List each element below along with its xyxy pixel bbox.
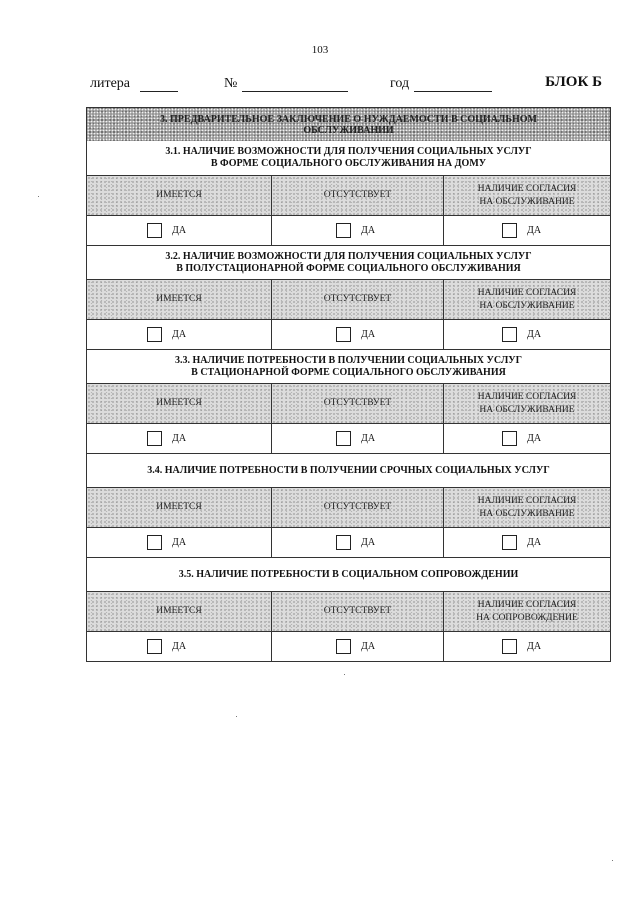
- options-row: [87, 591, 610, 631]
- number-label: №: [224, 76, 238, 91]
- yes-checkbox[interactable]: [502, 535, 517, 550]
- yes-label: ДА: [527, 641, 542, 652]
- option-available: [87, 176, 271, 215]
- answer-cell: [87, 632, 271, 661]
- option-label: НАЛИЧИЕ СОГЛАСИЯ: [477, 599, 577, 610]
- yes-checkbox[interactable]: [336, 223, 351, 238]
- option-label: ОТСУТСТВУЕТ: [323, 190, 392, 200]
- option-label: НАЛИЧИЕ СОГЛАСИЯ: [477, 287, 577, 298]
- yes-label: ДА: [361, 225, 376, 236]
- answer-cell: [443, 320, 610, 349]
- section-title: [87, 141, 610, 175]
- option-label: НАЛИЧИЕ СОГЛАСИЯ: [477, 495, 577, 506]
- section-title: [87, 349, 610, 383]
- option-label: ОТСУТСТВУЕТ: [323, 294, 392, 304]
- yes-checkbox[interactable]: [147, 327, 162, 342]
- answer-cell: [443, 424, 610, 453]
- option-absent: [271, 488, 443, 527]
- option-label: НА ОБСЛУЖИВАНИЕ: [479, 300, 575, 311]
- yes-label: ДА: [361, 537, 376, 548]
- block-label: БЛОК Б: [545, 74, 602, 90]
- options-row: [87, 175, 610, 215]
- option-label: НА ОБСЛУЖИВАНИЕ: [479, 508, 575, 519]
- yes-checkbox[interactable]: [336, 639, 351, 654]
- scan-speck: [612, 860, 613, 861]
- yes-label: ДА: [527, 537, 542, 548]
- section-title: [87, 245, 610, 279]
- section-title-line-1: 3.4. НАЛИЧИЕ ПОТРЕБНОСТИ В ПОЛУЧЕНИИ СРОЧНЫХ СОЦИАЛЬНЫХ УСЛУГ: [147, 464, 550, 476]
- yes-label: ДА: [527, 433, 542, 444]
- yes-checkbox[interactable]: [147, 431, 162, 446]
- yes-label: ДА: [172, 433, 187, 444]
- number-field[interactable]: [242, 91, 348, 92]
- year-label: год: [390, 76, 410, 91]
- option-label: ОТСУТСТВУЕТ: [323, 398, 392, 408]
- banner-line-1: 3. ПРЕДВАРИТЕЛЬНОЕ ЗАКЛЮЧЕНИЕ О НУЖДАЕМОСТИ В СОЦИАЛЬНОМ: [160, 113, 537, 125]
- header-line: [90, 72, 606, 94]
- section-title-line-1: 3.5. НАЛИЧИЕ ПОТРЕБНОСТИ В СОЦИАЛЬНОМ СОПРОВОЖДЕНИИ: [178, 568, 519, 580]
- year-field[interactable]: [414, 91, 492, 92]
- option-label: ИМЕЕТСЯ: [156, 502, 202, 512]
- option-consent: [443, 592, 610, 631]
- section-title-line-1: 3.2. НАЛИЧИЕ ВОЗМОЖНОСТИ ДЛЯ ПОЛУЧЕНИЯ СОЦИАЛЬНЫХ УСЛУГ: [165, 250, 532, 262]
- section-title-line-2: В СТАЦИОНАРНОЙ ФОРМЕ СОЦИАЛЬНОГО ОБСЛУЖИВАНИЯ: [191, 366, 506, 378]
- answer-cell: [443, 216, 610, 245]
- option-label: ОТСУТСТВУЕТ: [323, 502, 392, 512]
- yes-checkbox[interactable]: [147, 223, 162, 238]
- answer-cell: [271, 320, 443, 349]
- answers-row: [87, 319, 610, 349]
- option-label: НА ОБСЛУЖИВАНИЕ: [479, 196, 575, 207]
- option-label: ИМЕЕТСЯ: [156, 190, 202, 200]
- scan-speck: [38, 196, 39, 197]
- yes-checkbox[interactable]: [147, 639, 162, 654]
- option-absent: [271, 384, 443, 423]
- yes-label: ДА: [361, 433, 376, 444]
- sections: [87, 141, 610, 661]
- yes-checkbox[interactable]: [336, 431, 351, 446]
- answer-cell: [87, 320, 271, 349]
- option-available: [87, 488, 271, 527]
- section-title-line-1: 3.3. НАЛИЧИЕ ПОТРЕБНОСТИ В ПОЛУЧЕНИИ СОЦИАЛЬНЫХ УСЛУГ: [175, 354, 522, 366]
- answer-cell: [443, 528, 610, 557]
- yes-label: ДА: [172, 225, 187, 236]
- option-absent: [271, 280, 443, 319]
- yes-checkbox[interactable]: [502, 327, 517, 342]
- yes-label: ДА: [527, 329, 542, 340]
- yes-label: ДА: [527, 225, 542, 236]
- yes-checkbox[interactable]: [502, 223, 517, 238]
- yes-checkbox[interactable]: [336, 327, 351, 342]
- section-title: [87, 453, 610, 487]
- yes-label: ДА: [361, 329, 376, 340]
- yes-checkbox[interactable]: [336, 535, 351, 550]
- option-consent: [443, 176, 610, 215]
- option-consent: [443, 280, 610, 319]
- section-title-line-2: В ФОРМЕ СОЦИАЛЬНОГО ОБСЛУЖИВАНИЯ НА ДОМУ: [210, 158, 487, 169]
- litera-label: литера: [90, 76, 131, 91]
- options-row: [87, 487, 610, 527]
- answer-cell: [271, 632, 443, 661]
- answers-row: [87, 423, 610, 453]
- litera-field[interactable]: [140, 91, 178, 92]
- option-consent: [443, 384, 610, 423]
- section-title-line-1: 3.1. НАЛИЧИЕ ВОЗМОЖНОСТИ ДЛЯ ПОЛУЧЕНИЯ СОЦИАЛЬНЫХ УСЛУГ: [165, 146, 532, 157]
- yes-checkbox[interactable]: [147, 535, 162, 550]
- option-label: ИМЕЕТСЯ: [156, 606, 202, 616]
- answer-cell: [271, 216, 443, 245]
- section-title-line-2: В ПОЛУСТАЦИОНАРНОЙ ФОРМЕ СОЦИАЛЬНОГО ОБСЛУЖИВАНИЯ: [176, 262, 521, 274]
- answers-row: [87, 527, 610, 557]
- yes-label: ДА: [172, 329, 187, 340]
- option-consent: [443, 488, 610, 527]
- page-number: 103: [311, 44, 329, 56]
- answers-row: [87, 215, 610, 245]
- option-label: НА СОПРОВОЖДЕНИЕ: [476, 612, 578, 623]
- answer-cell: [271, 424, 443, 453]
- option-label: НАЛИЧИЕ СОГЛАСИЯ: [477, 183, 577, 194]
- option-label: НА ОБСЛУЖИВАНИЕ: [479, 404, 575, 415]
- answers-row: [87, 631, 610, 661]
- yes-checkbox[interactable]: [502, 639, 517, 654]
- yes-label: ДА: [172, 641, 187, 652]
- answer-cell: [443, 632, 610, 661]
- banner-line-2: ОБСЛУЖИВАНИИ: [303, 124, 394, 136]
- option-label: ОТСУТСТВУЕТ: [323, 606, 392, 616]
- answer-cell: [87, 424, 271, 453]
- option-label: НАЛИЧИЕ СОГЛАСИЯ: [477, 391, 577, 402]
- assessment-form: [86, 107, 611, 662]
- option-available: [87, 384, 271, 423]
- yes-checkbox[interactable]: [502, 431, 517, 446]
- answer-cell: [87, 528, 271, 557]
- option-label: ИМЕЕТСЯ: [156, 294, 202, 304]
- scan-speck: [236, 716, 237, 717]
- option-absent: [271, 592, 443, 631]
- answer-cell: [271, 528, 443, 557]
- options-row: [87, 383, 610, 423]
- section-title: [87, 557, 610, 591]
- option-label: ИМЕЕТСЯ: [156, 398, 202, 408]
- section-banner: [87, 108, 610, 141]
- yes-label: ДА: [172, 537, 187, 548]
- option-absent: [271, 176, 443, 215]
- option-available: [87, 592, 271, 631]
- answer-cell: [87, 216, 271, 245]
- option-available: [87, 280, 271, 319]
- yes-label: ДА: [361, 641, 376, 652]
- options-row: [87, 279, 610, 319]
- scan-speck: [344, 674, 345, 675]
